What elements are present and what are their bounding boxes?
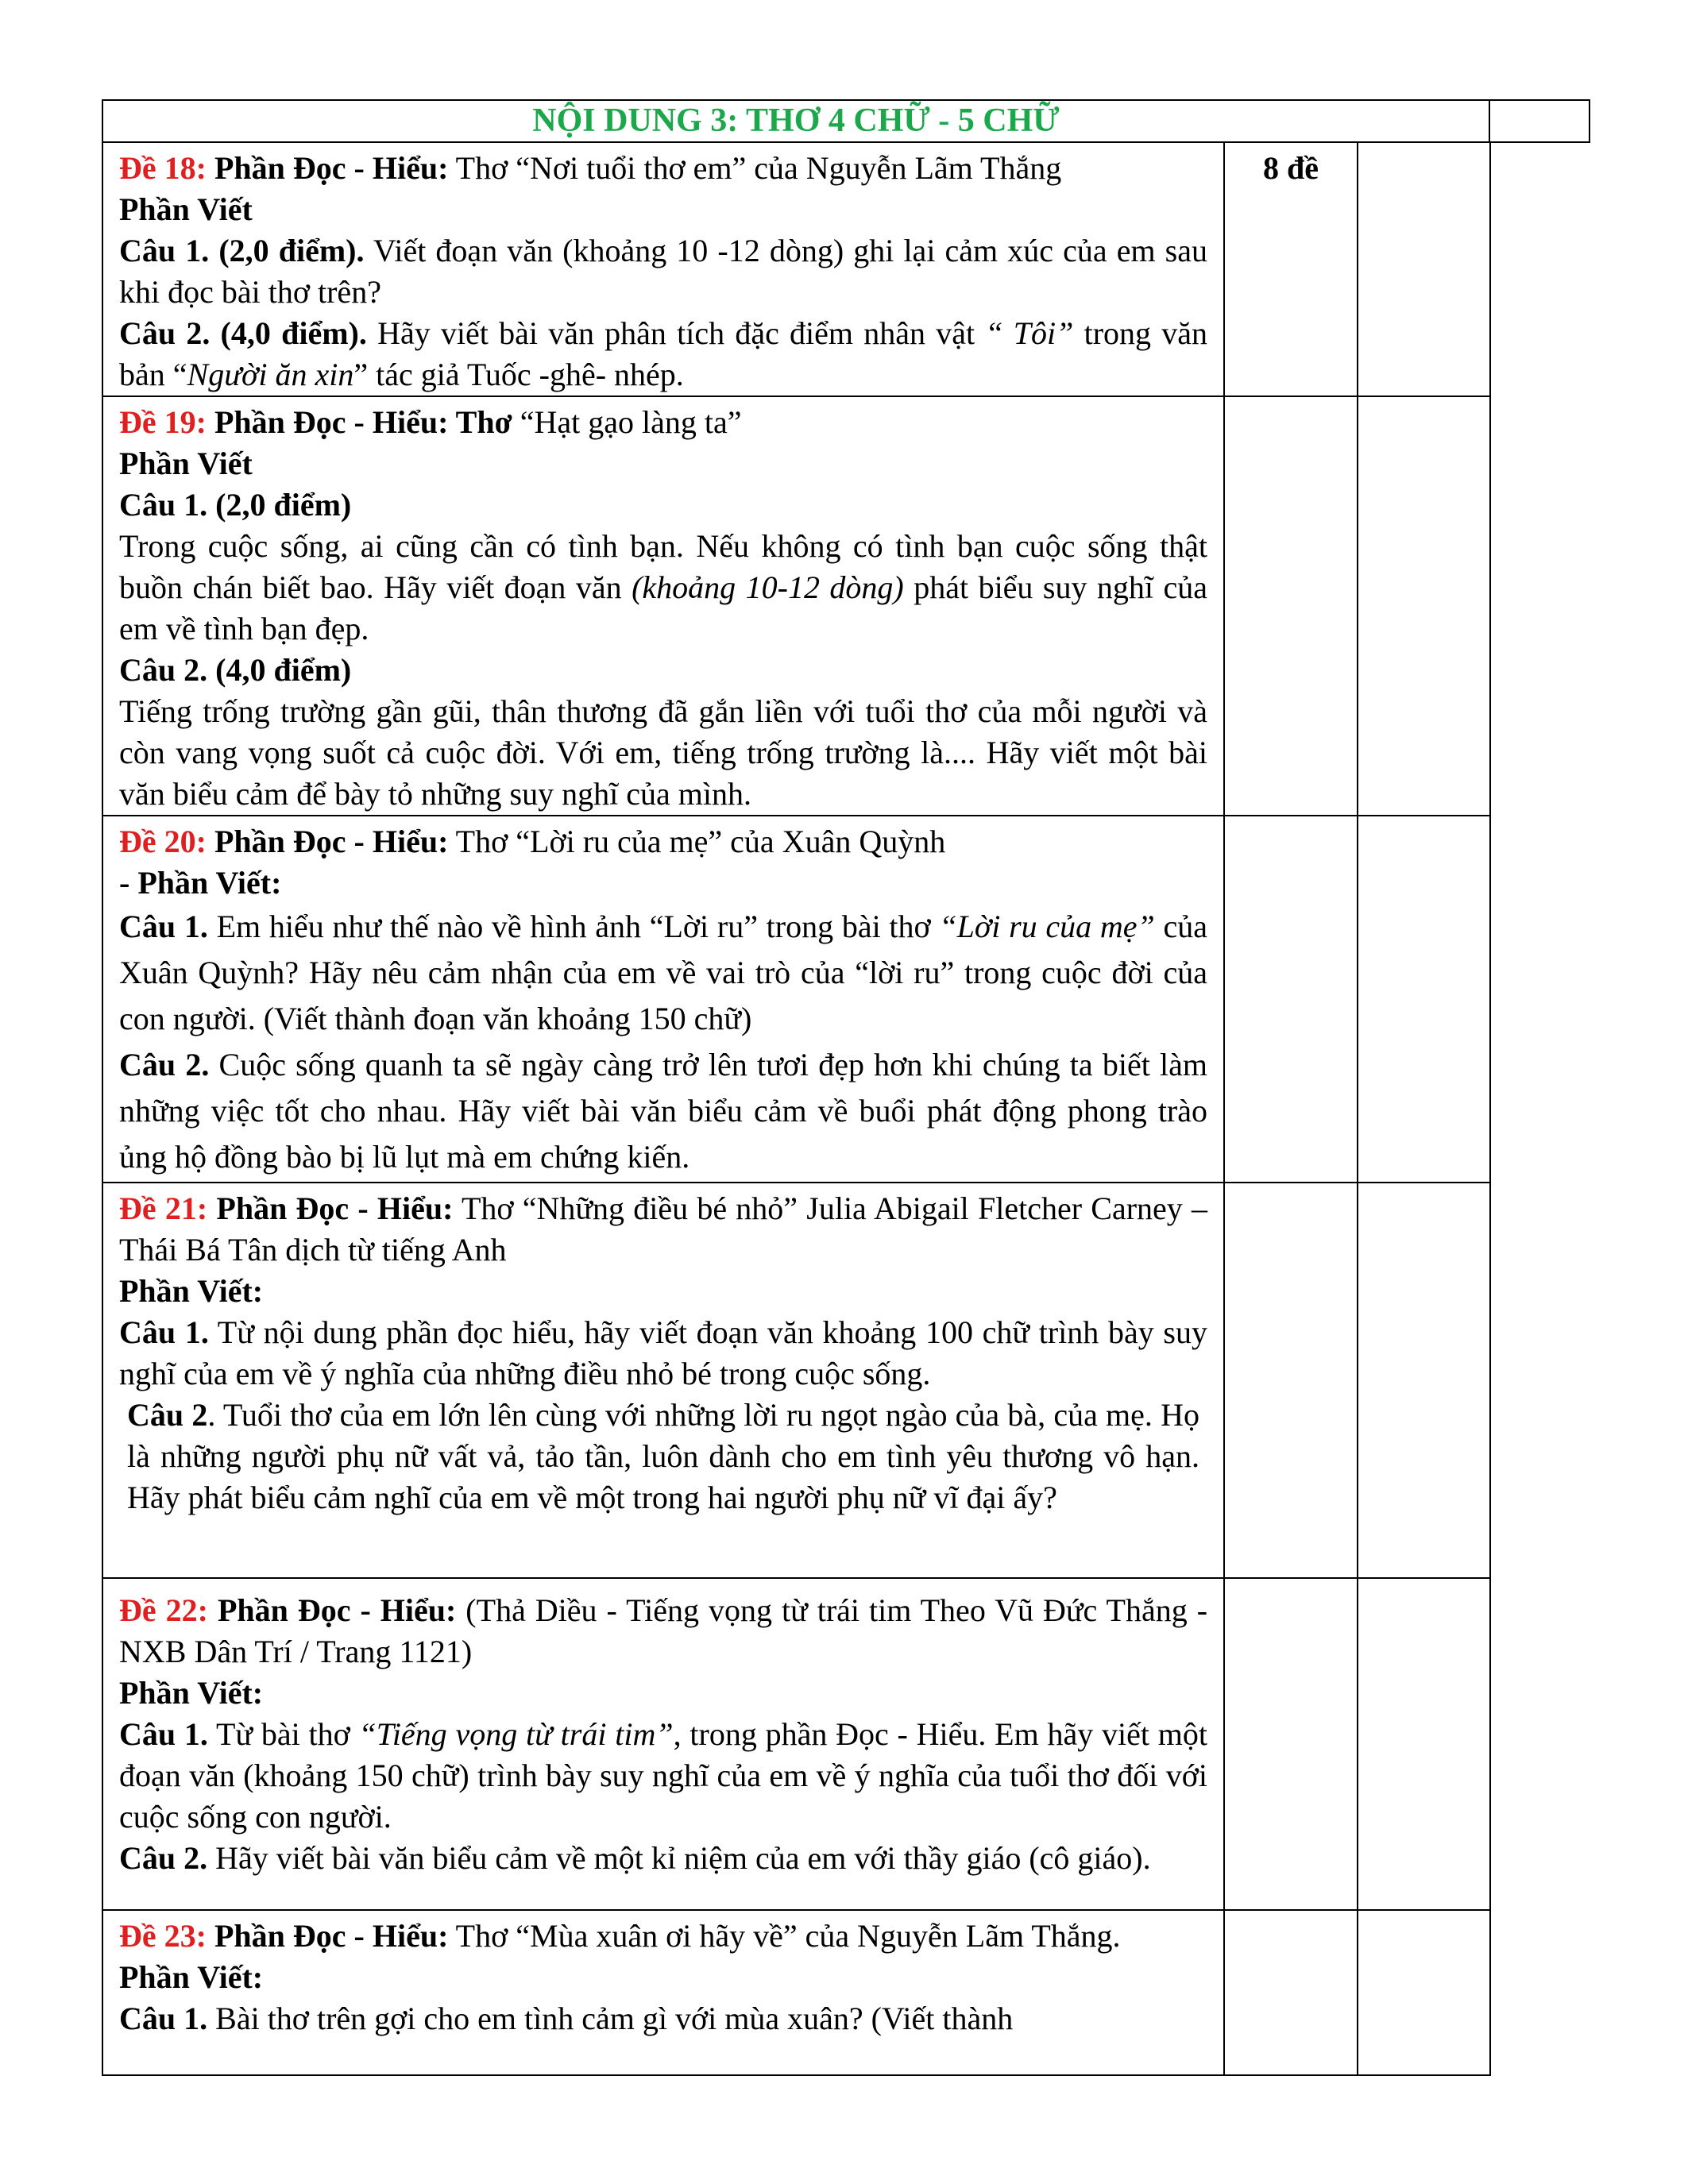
empty-cell xyxy=(1358,142,1490,396)
empty-cell xyxy=(1358,1183,1490,1578)
reading-label: Phần Đọc - Hiểu: xyxy=(214,1918,449,1954)
reading-label: Phần Đọc - Hiểu: xyxy=(217,1592,457,1628)
question-2-text: . Tuổi thơ của em lớn lên cùng với những lời ru ngọt ngào của bà, của mẹ. Họ là những người phụ nữ vất vả, tảo tần, luôn dành cho em tình yêu thương vô hạn. Hãy phát biểu cảm nghĩ của em về một trong hai người phụ nữ vĩ đại ấy? xyxy=(127,1397,1199,1515)
de-number: Đề 22: xyxy=(119,1592,208,1628)
de-21-content xyxy=(102,1183,1224,1578)
question-2-text: trong văn bản “ xyxy=(119,315,1208,392)
empty-cell xyxy=(1224,1910,1358,2075)
empty-cell xyxy=(1358,1578,1490,1910)
de-19-content xyxy=(102,396,1224,816)
question-1-label: Câu 1. xyxy=(119,1716,208,1752)
header-table xyxy=(102,99,1590,143)
question-1-italic: (khoảng 10-12 dòng) xyxy=(632,569,904,605)
question-2-text: Cuộc sống quanh ta sẽ ngày càng trở lên tươi đẹp hơn khi chúng ta biết làm những việc tốt cho nhau. Hãy viết bài văn biểu cảm về buổi phát động phong trào ủng hộ đồng bào bị lũ lụt mà em chứng kiến. xyxy=(119,1047,1207,1175)
table-row-de-19 xyxy=(102,396,1490,816)
reading-text: Thơ “Những điều bé nhỏ” Julia Abigail Fletcher Carney – Thái Bá Tân dịch từ tiếng Anh xyxy=(119,1190,1207,1268)
writing-label: Phần Viết: xyxy=(119,1675,264,1711)
reading-label: Phần Đọc - Hiểu: xyxy=(214,150,449,186)
header-empty-cell xyxy=(1489,100,1590,142)
de-number: Đề 19: xyxy=(119,404,207,440)
table-row-de-18 xyxy=(102,142,1490,396)
question-1-text: phát biểu suy nghĩ của em về tình bạn đẹp. xyxy=(119,569,1208,646)
question-1-text: Bài thơ trên gợi cho em tình cảm gì với mùa xuân? (Viết thành xyxy=(207,2001,1014,2036)
empty-cell xyxy=(1224,816,1358,1183)
empty-cell xyxy=(1224,396,1358,816)
question-1-italic: “Tiếng vọng từ trái tim” xyxy=(358,1716,674,1752)
empty-cell xyxy=(1358,816,1490,1183)
question-1-label: Câu 1. (2,0 điểm). xyxy=(119,233,365,268)
document-page xyxy=(102,99,1589,2076)
question-1-text: , trong phần Đọc - Hiểu. Em hãy viết một đoạn văn (khoảng 150 chữ) trình bày suy nghĩ của em về ý nghĩa của tuổi thơ đối với cuộc sống con người. xyxy=(119,1716,1207,1835)
empty-cell xyxy=(1358,396,1490,816)
question-2-text: Hãy viết bài văn biểu cảm về một kỉ niệm của em với thầy giáo (cô giáo). xyxy=(207,1840,1151,1876)
question-2-italic: Người ăn xin xyxy=(187,357,354,392)
question-1-text: Từ nội dung phần đọc hiểu, hãy viết đoạn văn khoảng 100 chữ trình bày suy nghĩ của em về ý nghĩa của những điều nhỏ bé trong cuộc sống. xyxy=(119,1314,1207,1391)
writing-label: Phần Viết: xyxy=(119,1959,264,1995)
writing-label: Phần Viết xyxy=(119,191,253,227)
reading-text: Thơ “Lời ru của mẹ” của Xuân Quỳnh xyxy=(448,824,946,859)
de-number: Đề 20: xyxy=(119,824,207,859)
de-23-content xyxy=(102,1910,1224,2075)
question-2-text: Tiếng trống trường gần gũi, thân thương đã gắn liền với tuổi thơ của mỗi người và còn vang vọng suốt cả cuộc đời. Với em, tiếng trống trường là.... Hãy viết một bài văn biểu cảm để bày tỏ những suy nghĩ của mình. xyxy=(119,693,1207,812)
question-1-text: Viết đoạn văn (khoảng 10 -12 dòng) ghi lại cảm xúc của em sau khi đọc bài thơ trên? xyxy=(119,233,1207,310)
de-number: Đề 18: xyxy=(119,150,207,186)
exam-table xyxy=(102,141,1491,2076)
question-2-label: Câu 2 xyxy=(127,1397,208,1433)
de-number: Đề 21: xyxy=(119,1190,208,1226)
question-2-italic: “ Tôi” xyxy=(985,315,1074,351)
question-1-text: Từ bài thơ xyxy=(207,1716,359,1752)
de-number: Đề 23: xyxy=(119,1918,207,1954)
table-row-de-21 xyxy=(102,1183,1490,1578)
question-2-label: Câu 2. (4,0 điểm). xyxy=(119,315,367,351)
question-1-label: Câu 1. xyxy=(119,1314,209,1350)
de-22-content xyxy=(102,1578,1224,1910)
reading-label: Phần Đọc - Hiểu: xyxy=(214,824,449,859)
de-18-content xyxy=(102,142,1224,396)
writing-label: Phần Viết: xyxy=(119,1273,264,1309)
question-2-text: ” tác giả Tuốc -ghê- nhép. xyxy=(353,357,684,392)
question-1-text: Trong cuộc sống, ai cũng cần có tình bạn. Nếu không có tình bạn cuộc sống thật buồn chán biết bao. Hãy viết đoạn văn xyxy=(119,528,1207,605)
table-row-de-23 xyxy=(102,1910,1490,2075)
question-1-italic: “Lời ru của mẹ” xyxy=(939,909,1155,944)
reading-text: Thơ “Nơi tuổi thơ em” của Nguyễn Lãm Thắng xyxy=(448,150,1062,186)
question-1-label: Câu 1. xyxy=(119,2001,208,2036)
empty-cell xyxy=(1224,1578,1358,1910)
table-row-de-20 xyxy=(102,816,1490,1183)
question-2-text: Hãy viết bài văn phân tích đặc điểm nhân vật xyxy=(366,315,986,351)
empty-cell xyxy=(1358,1910,1490,2075)
reading-label: Phần Đọc - Hiểu: xyxy=(216,1190,454,1226)
question-2-label: Câu 2. xyxy=(119,1840,208,1876)
question-2-label: Câu 2. xyxy=(119,1047,210,1082)
table-row-de-22 xyxy=(102,1578,1490,1910)
empty-cell xyxy=(1224,1183,1358,1578)
question-2-label: Câu 2. (4,0 điểm) xyxy=(119,652,352,688)
de-20-content xyxy=(102,816,1224,1183)
writing-label: Phần Viết xyxy=(119,446,253,481)
section-title: NỘI DUNG 3: THƠ 4 CHỮ - 5 CHỮ xyxy=(102,100,1489,142)
writing-label: - Phần Viết: xyxy=(119,865,282,901)
question-1-text: của Xuân Quỳnh? Hãy nêu cảm nhận của em về vai trò của “lời ru” trong cuộc đời của con người. (Viết thành đoạn văn khoảng 150 chữ) xyxy=(119,909,1207,1036)
count-cell: 8 đề xyxy=(1224,142,1358,396)
question-1-label: Câu 1. xyxy=(119,909,208,944)
reading-text: Thơ “Mùa xuân ơi hãy về” của Nguyễn Lãm Thắng. xyxy=(448,1918,1121,1954)
question-1-text: Em hiểu như thế nào về hình ảnh “Lời ru” trong bài thơ xyxy=(207,909,940,944)
reading-text: (Thả Diều - Tiếng vọng từ trái tim Theo Vũ Đức Thắng - NXB Dân Trí / Trang 1121) xyxy=(119,1592,1208,1669)
reading-label: Phần Đọc - Hiểu: Thơ xyxy=(214,404,512,440)
question-1-label: Câu 1. (2,0 điểm) xyxy=(119,487,352,523)
reading-text: “Hạt gạo làng ta” xyxy=(512,404,742,440)
